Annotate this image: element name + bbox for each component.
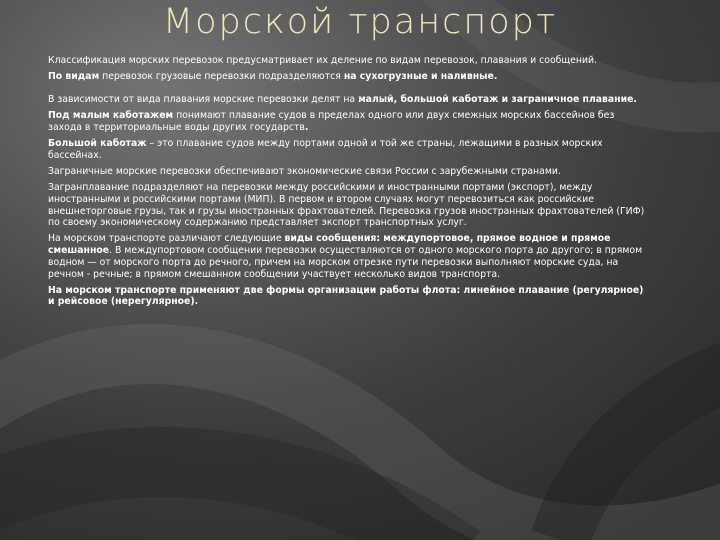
emphasis-text: Под малым каботажем <box>48 110 174 122</box>
paragraph-text: . В междупортовом сообщении перевозки осуществляются от одного морского порта до другого; в прямом водном — от морского порта до речного, причем на морском отрезке пути перевозки выполняют морские суда, на речном - речные; в прямом смешанном сообщении участвует несколько видов транспорта. <box>48 245 643 280</box>
emphasis-text: на сухогрузные и наливные. <box>343 71 498 83</box>
paragraph <box>48 182 648 229</box>
paragraph-text: Загранплавание подразделяют на перевозки между российскими и иностранными портами (экспорт), между иностранными и российскими портами (МИП). В первом и втором случаях могут перевозиться как российские внешнеторговые грузы, так и грузы иностранных фрахтователей. Перевозка грузов иностранных фрахтователей (ГИФ) по своему экономическому содержанию представляет экспорт транспортных услуг. <box>48 182 645 229</box>
slide-body-text <box>48 55 648 313</box>
paragraph <box>48 55 648 67</box>
emphasis-text: . <box>304 121 309 133</box>
paragraph <box>48 138 648 161</box>
emphasis-text: По видам <box>48 71 100 83</box>
emphasis-text: На морском транспорте применяют две формы организации работы флота: линейное плавание (регулярное) и рейсовое (нерегулярное). <box>48 284 644 308</box>
paragraph-text: – это плавание судов между портами одной и той же страны, лежащими в разных морских бассейнах. <box>48 138 603 161</box>
emphasis-text: виды сообщения: междупортовое, прямое водное и прямое смешанное <box>48 233 611 257</box>
paragraph <box>48 166 648 178</box>
paragraph-text: На морском транспорте различают следующие <box>48 233 285 245</box>
emphasis-text: малый, большой каботаж и заграничное плавание. <box>358 93 637 105</box>
paragraph <box>48 71 648 83</box>
paragraph <box>48 94 648 106</box>
paragraph-text: В зависимости от вида плавания морские перевозки делят на <box>48 93 359 105</box>
paragraph-text: перевозок грузовые перевозки подразделяются <box>99 71 344 83</box>
paragraph <box>48 285 648 308</box>
slide-title: Морской транспорт <box>162 2 558 42</box>
paragraph <box>48 233 648 280</box>
emphasis-text: Большой каботаж <box>48 138 147 150</box>
paragraph <box>48 110 648 133</box>
paragraph-text: Заграничные морские перевозки обеспечивают экономические связи России с зарубежными странами. <box>48 165 561 177</box>
paragraph-text: Классификация морских перевозок предусматривает их деление по видам перевозок, плавания и сообщений. <box>48 55 597 66</box>
paragraph-text: понимают плавание судов в пределах одного или двух смежных морских бассейнов без захода в территориальные воды других государств <box>48 110 615 133</box>
